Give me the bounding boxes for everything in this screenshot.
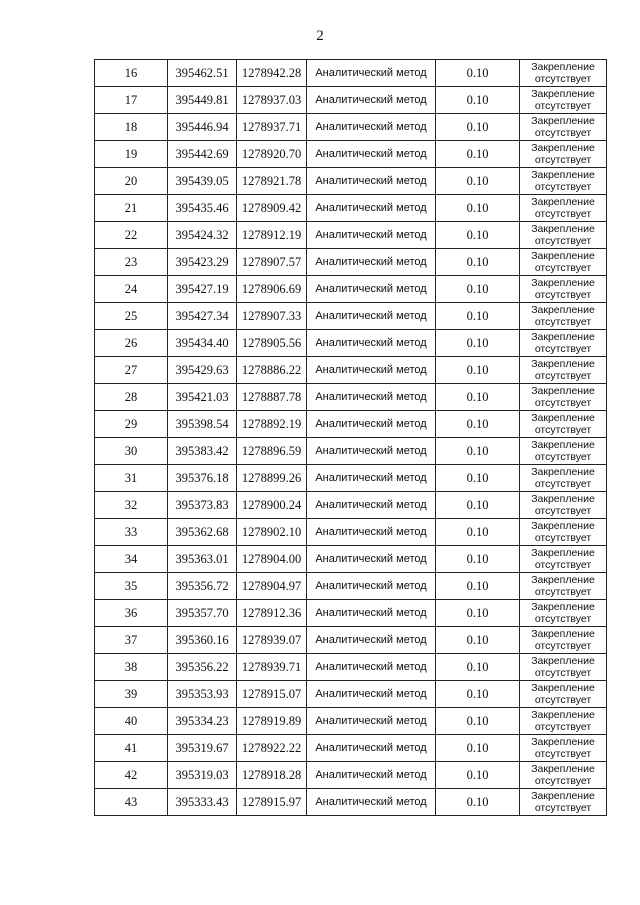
- x-coordinate-cell: 395383.42: [168, 438, 237, 465]
- fixation-text-line: отсутствует: [534, 640, 592, 652]
- point-number-cell: 41: [95, 735, 168, 762]
- x-coordinate-cell: 395446.94: [168, 114, 237, 141]
- table-row: [95, 519, 607, 546]
- x-coordinate-cell: 395427.19: [168, 276, 237, 303]
- point-number-cell: 34: [95, 546, 168, 573]
- table-row: [95, 60, 607, 87]
- table-row: [95, 168, 607, 195]
- method-cell: Аналитический метод: [307, 762, 436, 789]
- fixation-cell: [520, 546, 607, 573]
- fixation-cell: [520, 627, 607, 654]
- fixation-text-line: Закрепление: [531, 141, 595, 154]
- point-number-cell: 19: [95, 141, 168, 168]
- fixation-text-line: Закрепление: [531, 330, 595, 343]
- x-coordinate-cell: 395363.01: [168, 546, 237, 573]
- method-cell: Аналитический метод: [307, 276, 436, 303]
- y-coordinate-cell: 1278919.89: [237, 708, 307, 735]
- y-coordinate-cell: 1278896.59: [237, 438, 307, 465]
- y-coordinate-cell: 1278904.97: [237, 573, 307, 600]
- y-coordinate-cell: 1278912.36: [237, 600, 307, 627]
- x-coordinate-cell: 395449.81: [168, 87, 237, 114]
- x-coordinate-cell: 395319.03: [168, 762, 237, 789]
- coordinates-table: [94, 59, 607, 816]
- x-coordinate-cell: 395423.29: [168, 249, 237, 276]
- accuracy-cell: 0.10: [436, 141, 520, 168]
- accuracy-cell: 0.10: [436, 438, 520, 465]
- fixation-text-line: Закрепление: [531, 384, 595, 397]
- method-cell: Аналитический метод: [307, 330, 436, 357]
- accuracy-cell: 0.10: [436, 465, 520, 492]
- table-row: [95, 762, 607, 789]
- y-coordinate-cell: 1278939.07: [237, 627, 307, 654]
- y-coordinate-cell: 1278906.69: [237, 276, 307, 303]
- table-row: [95, 303, 607, 330]
- fixation-cell: [520, 384, 607, 411]
- fixation-text-line: отсутствует: [534, 235, 592, 247]
- method-cell: Аналитический метод: [307, 708, 436, 735]
- fixation-text-line: Закрепление: [531, 114, 595, 127]
- point-number-cell: 33: [95, 519, 168, 546]
- point-number-cell: 40: [95, 708, 168, 735]
- table-row: [95, 195, 607, 222]
- fixation-cell: [520, 465, 607, 492]
- accuracy-cell: 0.10: [436, 357, 520, 384]
- fixation-text-line: Закрепление: [531, 492, 595, 505]
- x-coordinate-cell: 395442.69: [168, 141, 237, 168]
- table-row: [95, 384, 607, 411]
- x-coordinate-cell: 395356.22: [168, 654, 237, 681]
- method-cell: Аналитический метод: [307, 600, 436, 627]
- fixation-cell: [520, 357, 607, 384]
- fixation-text-line: Закрепление: [531, 519, 595, 532]
- table-row: [95, 654, 607, 681]
- y-coordinate-cell: 1278909.42: [237, 195, 307, 222]
- fixation-text-line: отсутствует: [534, 478, 592, 490]
- table-row: [95, 87, 607, 114]
- accuracy-cell: 0.10: [436, 492, 520, 519]
- fixation-text-line: отсутствует: [534, 289, 592, 301]
- fixation-text-line: отсутствует: [534, 100, 592, 112]
- point-number-cell: 24: [95, 276, 168, 303]
- fixation-text-line: отсутствует: [534, 262, 592, 274]
- point-number-cell: 43: [95, 789, 168, 816]
- point-number-cell: 39: [95, 681, 168, 708]
- fixation-text-line: Закрепление: [531, 87, 595, 100]
- accuracy-cell: 0.10: [436, 249, 520, 276]
- table-row: [95, 546, 607, 573]
- accuracy-cell: 0.10: [436, 681, 520, 708]
- x-coordinate-cell: 395421.03: [168, 384, 237, 411]
- fixation-text-line: отсутствует: [534, 586, 592, 598]
- table-row: [95, 222, 607, 249]
- fixation-text-line: отсутствует: [534, 694, 592, 706]
- x-coordinate-cell: 395356.72: [168, 573, 237, 600]
- fixation-text-line: отсутствует: [534, 316, 592, 328]
- fixation-text-line: отсутствует: [534, 559, 592, 571]
- x-coordinate-cell: 395333.43: [168, 789, 237, 816]
- point-number-cell: 16: [95, 60, 168, 87]
- fixation-cell: [520, 195, 607, 222]
- fixation-text-line: Закрепление: [531, 600, 595, 613]
- fixation-text-line: отсутствует: [534, 181, 592, 193]
- point-number-cell: 35: [95, 573, 168, 600]
- table-row: [95, 735, 607, 762]
- fixation-text-line: отсутствует: [534, 532, 592, 544]
- x-coordinate-cell: 395334.23: [168, 708, 237, 735]
- x-coordinate-cell: 395398.54: [168, 411, 237, 438]
- method-cell: Аналитический метод: [307, 492, 436, 519]
- fixation-cell: [520, 654, 607, 681]
- accuracy-cell: 0.10: [436, 411, 520, 438]
- fixation-text-line: Закрепление: [531, 60, 595, 73]
- fixation-text-line: отсутствует: [534, 154, 592, 166]
- accuracy-cell: 0.10: [436, 87, 520, 114]
- fixation-text-line: Закрепление: [531, 708, 595, 721]
- fixation-text-line: Закрепление: [531, 357, 595, 370]
- y-coordinate-cell: 1278937.03: [237, 87, 307, 114]
- point-number-cell: 32: [95, 492, 168, 519]
- table-row: [95, 600, 607, 627]
- fixation-text-line: отсутствует: [534, 73, 592, 85]
- fixation-text-line: отсутствует: [534, 370, 592, 382]
- y-coordinate-cell: 1278922.22: [237, 735, 307, 762]
- y-coordinate-cell: 1278887.78: [237, 384, 307, 411]
- fixation-text-line: Закрепление: [531, 168, 595, 181]
- fixation-text-line: Закрепление: [531, 411, 595, 424]
- accuracy-cell: 0.10: [436, 627, 520, 654]
- x-coordinate-cell: 395357.70: [168, 600, 237, 627]
- fixation-text-line: Закрепление: [531, 465, 595, 478]
- fixation-text-line: Закрепление: [531, 438, 595, 451]
- fixation-cell: [520, 114, 607, 141]
- fixation-text-line: Закрепление: [531, 735, 595, 748]
- y-coordinate-cell: 1278918.28: [237, 762, 307, 789]
- y-coordinate-cell: 1278937.71: [237, 114, 307, 141]
- fixation-cell: [520, 222, 607, 249]
- method-cell: Аналитический метод: [307, 438, 436, 465]
- fixation-text-line: Закрепление: [531, 276, 595, 289]
- fixation-cell: [520, 681, 607, 708]
- x-coordinate-cell: 395424.32: [168, 222, 237, 249]
- table-row: [95, 141, 607, 168]
- method-cell: Аналитический метод: [307, 222, 436, 249]
- accuracy-cell: 0.10: [436, 789, 520, 816]
- fixation-text-line: Закрепление: [531, 654, 595, 667]
- point-number-cell: 36: [95, 600, 168, 627]
- method-cell: Аналитический метод: [307, 519, 436, 546]
- table-row: [95, 465, 607, 492]
- point-number-cell: 26: [95, 330, 168, 357]
- point-number-cell: 37: [95, 627, 168, 654]
- point-number-cell: 20: [95, 168, 168, 195]
- fixation-text-line: отсутствует: [534, 397, 592, 409]
- fixation-cell: [520, 330, 607, 357]
- point-number-cell: 38: [95, 654, 168, 681]
- accuracy-cell: 0.10: [436, 654, 520, 681]
- fixation-text-line: отсутствует: [534, 424, 592, 436]
- fixation-cell: [520, 141, 607, 168]
- x-coordinate-cell: 395439.05: [168, 168, 237, 195]
- fixation-text-line: Закрепление: [531, 249, 595, 262]
- y-coordinate-cell: 1278915.07: [237, 681, 307, 708]
- y-coordinate-cell: 1278892.19: [237, 411, 307, 438]
- table-row: [95, 789, 607, 816]
- method-cell: Аналитический метод: [307, 627, 436, 654]
- point-number-cell: 25: [95, 303, 168, 330]
- accuracy-cell: 0.10: [436, 735, 520, 762]
- method-cell: Аналитический метод: [307, 546, 436, 573]
- y-coordinate-cell: 1278942.28: [237, 60, 307, 87]
- y-coordinate-cell: 1278899.26: [237, 465, 307, 492]
- y-coordinate-cell: 1278915.97: [237, 789, 307, 816]
- method-cell: Аналитический метод: [307, 735, 436, 762]
- y-coordinate-cell: 1278939.71: [237, 654, 307, 681]
- table-row: [95, 708, 607, 735]
- y-coordinate-cell: 1278905.56: [237, 330, 307, 357]
- method-cell: Аналитический метод: [307, 114, 436, 141]
- fixation-cell: [520, 411, 607, 438]
- fixation-text-line: Закрепление: [531, 195, 595, 208]
- fixation-text-line: Закрепление: [531, 303, 595, 316]
- fixation-cell: [520, 438, 607, 465]
- point-number-cell: 22: [95, 222, 168, 249]
- accuracy-cell: 0.10: [436, 384, 520, 411]
- y-coordinate-cell: 1278921.78: [237, 168, 307, 195]
- accuracy-cell: 0.10: [436, 303, 520, 330]
- fixation-text-line: Закрепление: [531, 546, 595, 559]
- x-coordinate-cell: 395429.63: [168, 357, 237, 384]
- table-row: [95, 681, 607, 708]
- fixation-cell: [520, 492, 607, 519]
- accuracy-cell: 0.10: [436, 168, 520, 195]
- fixation-text-line: отсутствует: [534, 748, 592, 760]
- accuracy-cell: 0.10: [436, 222, 520, 249]
- fixation-text-line: отсутствует: [534, 505, 592, 517]
- method-cell: Аналитический метод: [307, 249, 436, 276]
- table-row: [95, 438, 607, 465]
- table-row: [95, 114, 607, 141]
- method-cell: Аналитический метод: [307, 654, 436, 681]
- fixation-cell: [520, 600, 607, 627]
- fixation-text-line: отсутствует: [534, 721, 592, 733]
- accuracy-cell: 0.10: [436, 519, 520, 546]
- point-number-cell: 23: [95, 249, 168, 276]
- accuracy-cell: 0.10: [436, 546, 520, 573]
- method-cell: Аналитический метод: [307, 384, 436, 411]
- x-coordinate-cell: 395435.46: [168, 195, 237, 222]
- method-cell: Аналитический метод: [307, 195, 436, 222]
- fixation-text-line: отсутствует: [534, 343, 592, 355]
- fixation-text-line: Закрепление: [531, 627, 595, 640]
- x-coordinate-cell: 395434.40: [168, 330, 237, 357]
- fixation-text-line: Закрепление: [531, 789, 595, 802]
- method-cell: Аналитический метод: [307, 465, 436, 492]
- fixation-text-line: отсутствует: [534, 613, 592, 625]
- fixation-cell: [520, 708, 607, 735]
- fixation-cell: [520, 87, 607, 114]
- table-row: [95, 249, 607, 276]
- accuracy-cell: 0.10: [436, 708, 520, 735]
- method-cell: Аналитический метод: [307, 573, 436, 600]
- fixation-text-line: отсутствует: [534, 451, 592, 463]
- method-cell: Аналитический метод: [307, 87, 436, 114]
- accuracy-cell: 0.10: [436, 60, 520, 87]
- table-row: [95, 357, 607, 384]
- accuracy-cell: 0.10: [436, 573, 520, 600]
- x-coordinate-cell: 395353.93: [168, 681, 237, 708]
- point-number-cell: 21: [95, 195, 168, 222]
- method-cell: Аналитический метод: [307, 141, 436, 168]
- method-cell: Аналитический метод: [307, 168, 436, 195]
- fixation-cell: [520, 303, 607, 330]
- fixation-text-line: отсутствует: [534, 127, 592, 139]
- fixation-text-line: отсутствует: [534, 208, 592, 220]
- fixation-cell: [520, 735, 607, 762]
- table-row: [95, 492, 607, 519]
- x-coordinate-cell: 395427.34: [168, 303, 237, 330]
- coordinates-table-body: [95, 60, 607, 816]
- accuracy-cell: 0.10: [436, 195, 520, 222]
- x-coordinate-cell: 395376.18: [168, 465, 237, 492]
- x-coordinate-cell: 395462.51: [168, 60, 237, 87]
- fixation-text-line: Закрепление: [531, 222, 595, 235]
- accuracy-cell: 0.10: [436, 276, 520, 303]
- table-row: [95, 276, 607, 303]
- y-coordinate-cell: 1278904.00: [237, 546, 307, 573]
- y-coordinate-cell: 1278912.19: [237, 222, 307, 249]
- table-row: [95, 411, 607, 438]
- x-coordinate-cell: 395360.16: [168, 627, 237, 654]
- point-number-cell: 42: [95, 762, 168, 789]
- x-coordinate-cell: 395362.68: [168, 519, 237, 546]
- y-coordinate-cell: 1278900.24: [237, 492, 307, 519]
- x-coordinate-cell: 395319.67: [168, 735, 237, 762]
- fixation-cell: [520, 762, 607, 789]
- method-cell: Аналитический метод: [307, 681, 436, 708]
- table-row: [95, 573, 607, 600]
- point-number-cell: 27: [95, 357, 168, 384]
- x-coordinate-cell: 395373.83: [168, 492, 237, 519]
- method-cell: Аналитический метод: [307, 357, 436, 384]
- fixation-cell: [520, 60, 607, 87]
- y-coordinate-cell: 1278886.22: [237, 357, 307, 384]
- accuracy-cell: 0.10: [436, 762, 520, 789]
- accuracy-cell: 0.10: [436, 600, 520, 627]
- y-coordinate-cell: 1278902.10: [237, 519, 307, 546]
- method-cell: Аналитический метод: [307, 60, 436, 87]
- fixation-cell: [520, 789, 607, 816]
- fixation-text-line: отсутствует: [534, 775, 592, 787]
- fixation-text-line: отсутствует: [534, 802, 592, 814]
- point-number-cell: 31: [95, 465, 168, 492]
- accuracy-cell: 0.10: [436, 114, 520, 141]
- fixation-text-line: Закрепление: [531, 573, 595, 586]
- y-coordinate-cell: 1278907.57: [237, 249, 307, 276]
- point-number-cell: 30: [95, 438, 168, 465]
- fixation-cell: [520, 168, 607, 195]
- page-number: 2: [316, 28, 324, 44]
- table-row: [95, 627, 607, 654]
- y-coordinate-cell: 1278920.70: [237, 141, 307, 168]
- method-cell: Аналитический метод: [307, 303, 436, 330]
- fixation-text-line: Закрепление: [531, 762, 595, 775]
- point-number-cell: 28: [95, 384, 168, 411]
- fixation-text-line: Закрепление: [531, 681, 595, 694]
- fixation-cell: [520, 573, 607, 600]
- fixation-text-line: отсутствует: [534, 667, 592, 679]
- point-number-cell: 29: [95, 411, 168, 438]
- fixation-cell: [520, 519, 607, 546]
- point-number-cell: 18: [95, 114, 168, 141]
- table-row: [95, 330, 607, 357]
- point-number-cell: 17: [95, 87, 168, 114]
- method-cell: Аналитический метод: [307, 411, 436, 438]
- accuracy-cell: 0.10: [436, 330, 520, 357]
- fixation-cell: [520, 276, 607, 303]
- fixation-cell: [520, 249, 607, 276]
- method-cell: Аналитический метод: [307, 789, 436, 816]
- y-coordinate-cell: 1278907.33: [237, 303, 307, 330]
